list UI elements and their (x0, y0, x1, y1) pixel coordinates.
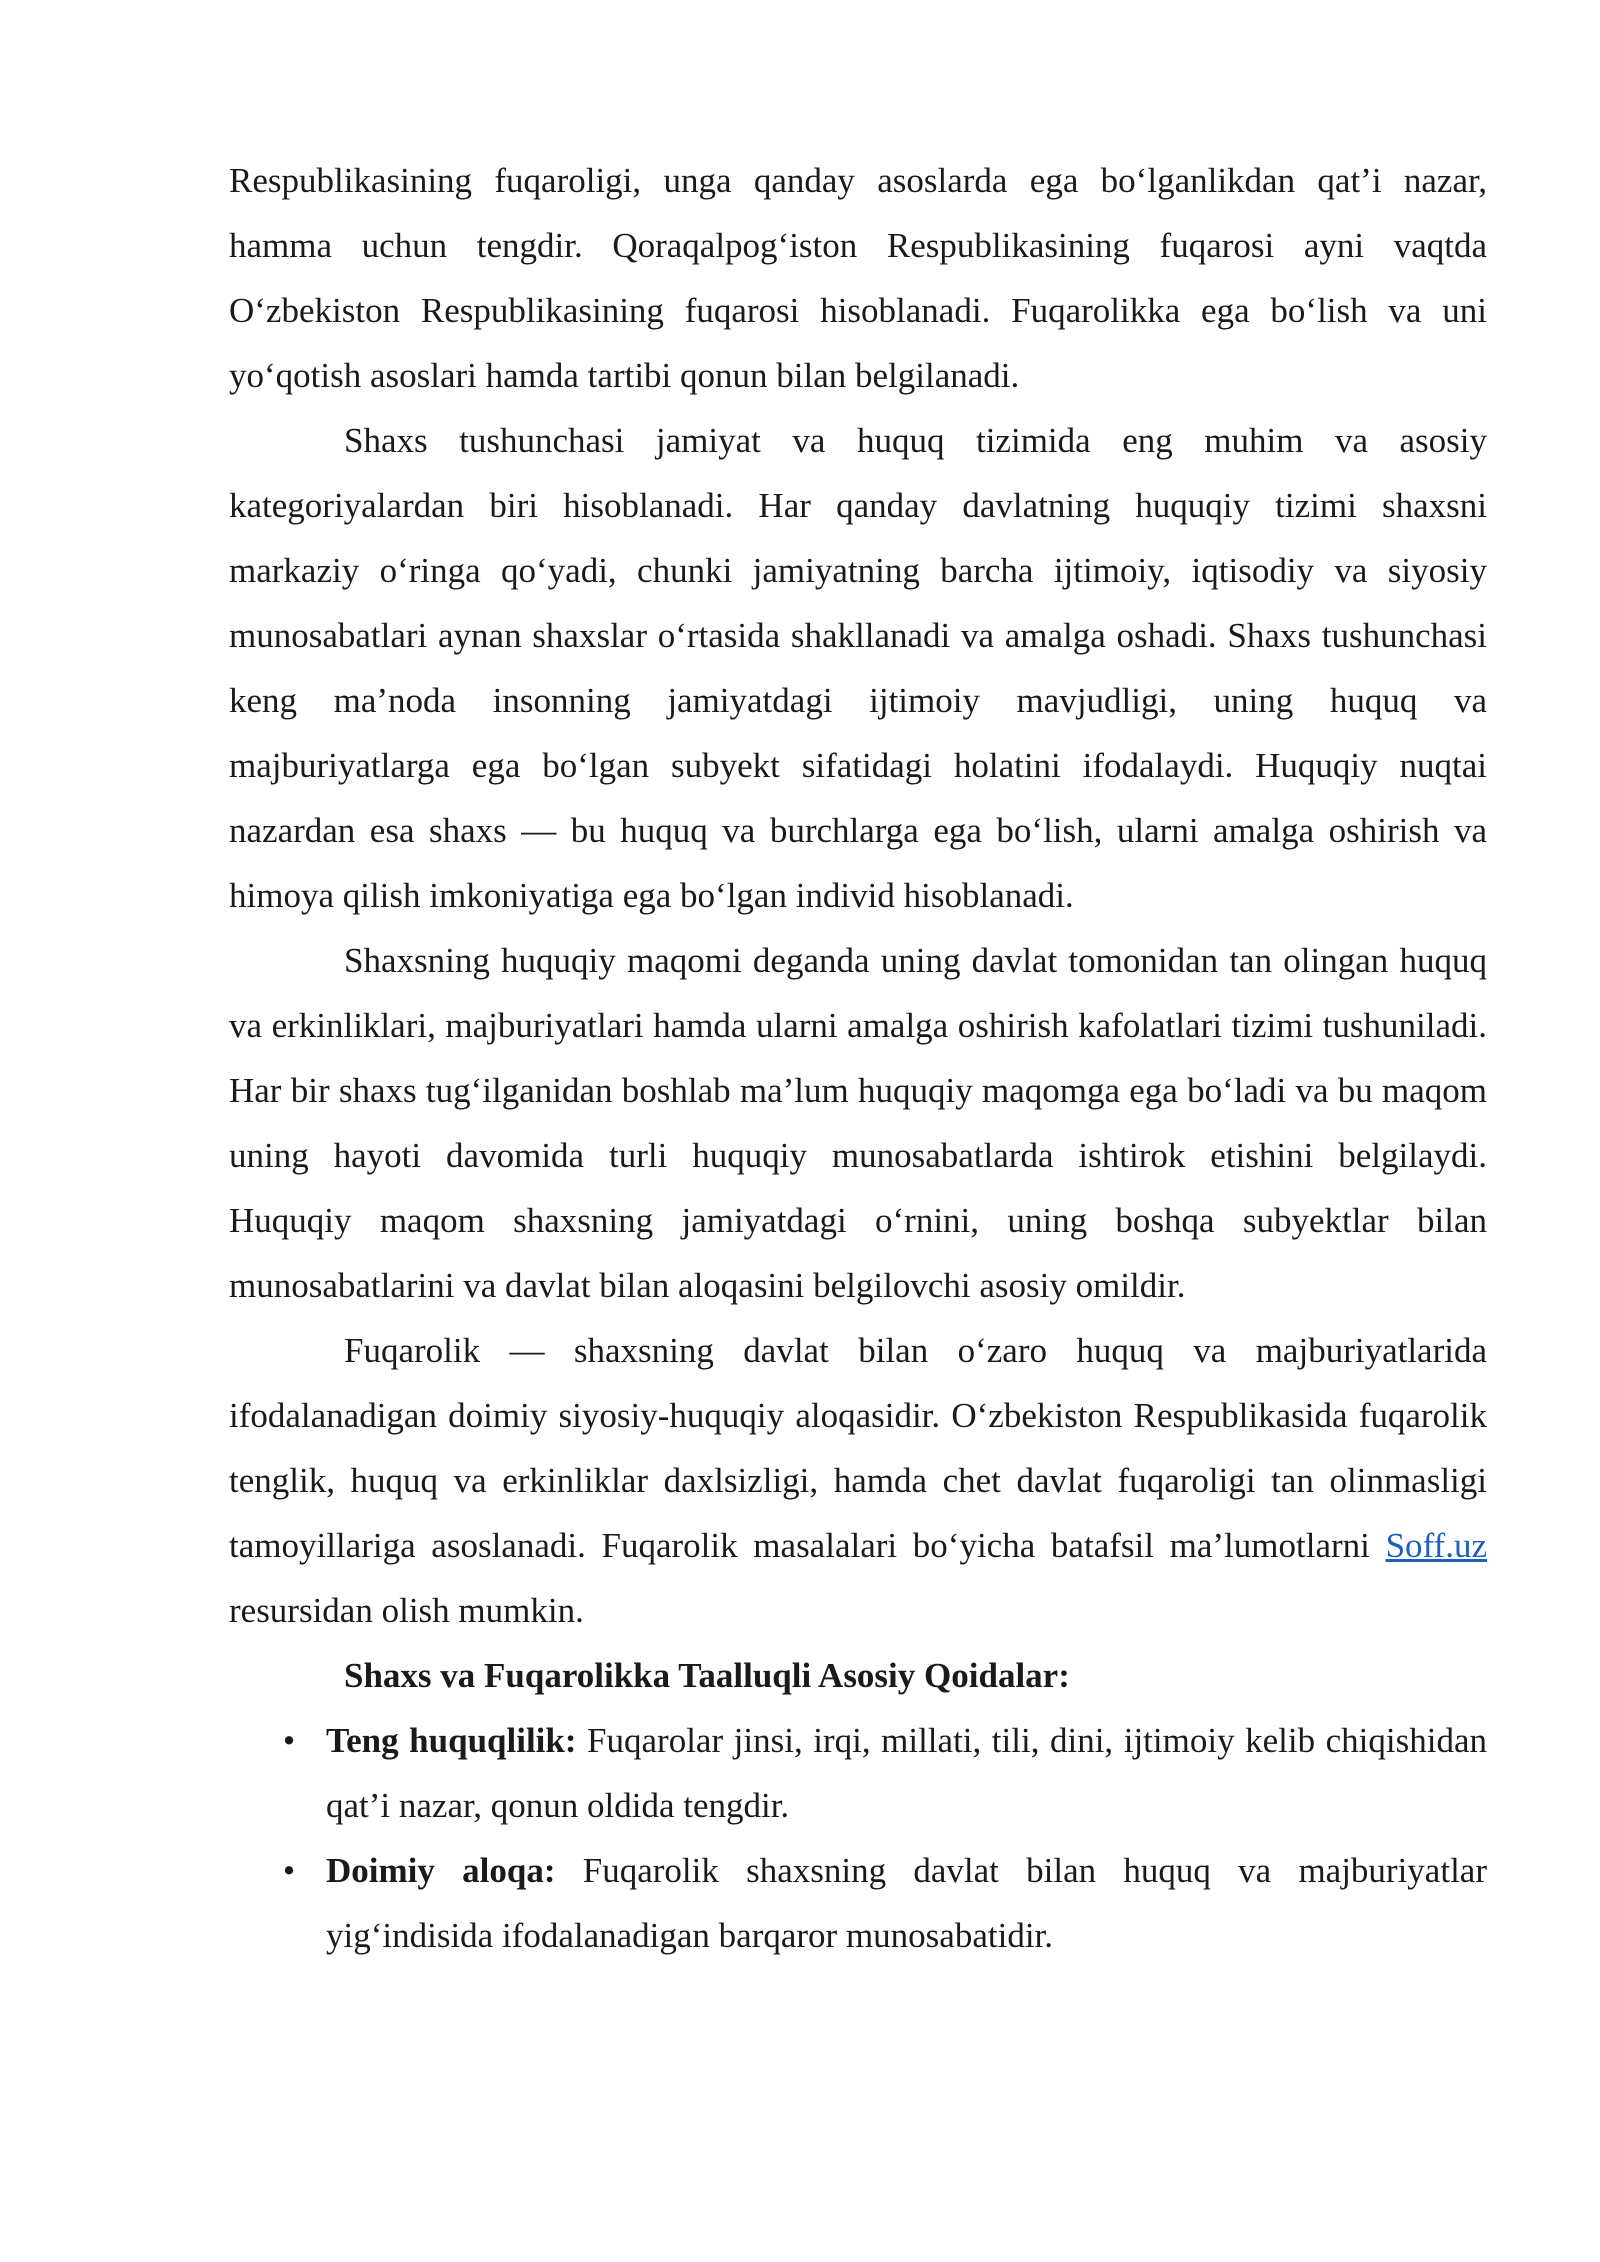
paragraph-citizenship-text: Fuqarolik — shaxsning davlat bilan o‘zaro huquq va majburiyatlarida ifodalanadigan doimiy siyosiy-huquqiy aloqasidir. O‘zbekiston Respublikasida fuqarolik tenglik, huquq va erkinliklar daxlsizligi, hamda chet davlat fuqaroligi tan olinmasligi tamoyillariga asoslanadi. Fuqarolik masalalari bo‘yicha batafsil ma’lumotlarni (229, 1331, 1487, 1565)
document-page (229, 148, 1487, 1968)
bullet-icon: • (282, 1851, 296, 1890)
paragraph-legal-status: Shaxsning huquqiy maqomi deganda uning davlat tomonidan tan olingan huquq va erkinliklari, majburiyatlari hamda ularni amalga oshirish kafolatlari tizimi tushuniladi. Har bir shaxs tug‘ilganidan boshlab ma’lum huquqiy maqomga ega bo‘ladi va bu maqom uning hayoti davomida turli huquqiy munosabatlarda ishtirok etishini belgilaydi. Huquqiy maqom shaxsning jamiyatdagi o‘rnini, uning boshqa subyektlar bilan munosabatlarini va davlat bilan aloqasini belgilovchi asosiy omildir. (229, 941, 1487, 1305)
bullet-icon: • (282, 1721, 296, 1760)
paragraph-citizenship-tail: resursidan olish mumkin. (229, 1591, 584, 1630)
soff-uz-link[interactable]: Soff.uz (1385, 1526, 1487, 1565)
paragraph-citizenship-equality: Respublikasining fuqaroligi, unga qanday asoslarda ega bo‘lganlikdan qat’i nazar, hamma uchun tengdir. Qoraqalpog‘iston Respublikasining fuqarosi ayni vaqtda O‘zbekiston Respublikasining fuqarosi hisoblanadi. Fuqarolikka ega bo‘lish va uni yo‘qotish asoslari hamda tartibi qonun bilan belgilanadi. (229, 161, 1487, 395)
rule-text-equality: Fuqarolar jinsi, irqi, millati, tili, dini, ijtimoiy kelib chiqishidan qat’i nazar, qonun oldida tengdir. (326, 1721, 1487, 1825)
list-item (229, 1838, 1487, 1968)
list-item (229, 1708, 1487, 1838)
rule-term-permanent-link: Doimiy aloqa: (326, 1851, 556, 1890)
section-heading: Shaxs va Fuqarolikka Taalluqli Asosiy Qoidalar: (344, 1656, 1070, 1695)
paragraph-citizenship-definition (229, 1318, 1487, 1643)
rule-text-permanent-link: Fuqarolik shaxsning davlat bilan huquq va majburiyatlar yig‘indisida ifodalanadigan barqaror munosabatidir. (326, 1851, 1487, 1955)
rule-term-equality: Teng huquqlilik: (326, 1721, 577, 1760)
paragraph-person-concept: Shaxs tushunchasi jamiyat va huquq tizimida eng muhim va asosiy kategoriyalardan biri hisoblanadi. Har qanday davlatning huquqiy tizimi shaxsni markaziy o‘ringa qo‘yadi, chunki jamiyatning barcha ijtimoiy, iqtisodiy va siyosiy munosabatlari aynan shaxslar o‘rtasida shakllanadi va amalga oshadi. Shaxs tushunchasi keng ma’noda insonning jamiyatdagi ijtimoiy mavjudligi, uning huquq va majburiyatlarga ega bo‘lgan subyekt sifatidagi holatini ifodalaydi. Huquqiy nuqtai nazardan esa shaxs — bu huquq va burchlarga ega bo‘lish, ularni amalga oshirish va himoya qilish imkoniyatiga ega bo‘lgan individ hisoblanadi. (229, 421, 1487, 915)
rules-list (229, 1708, 1487, 1968)
